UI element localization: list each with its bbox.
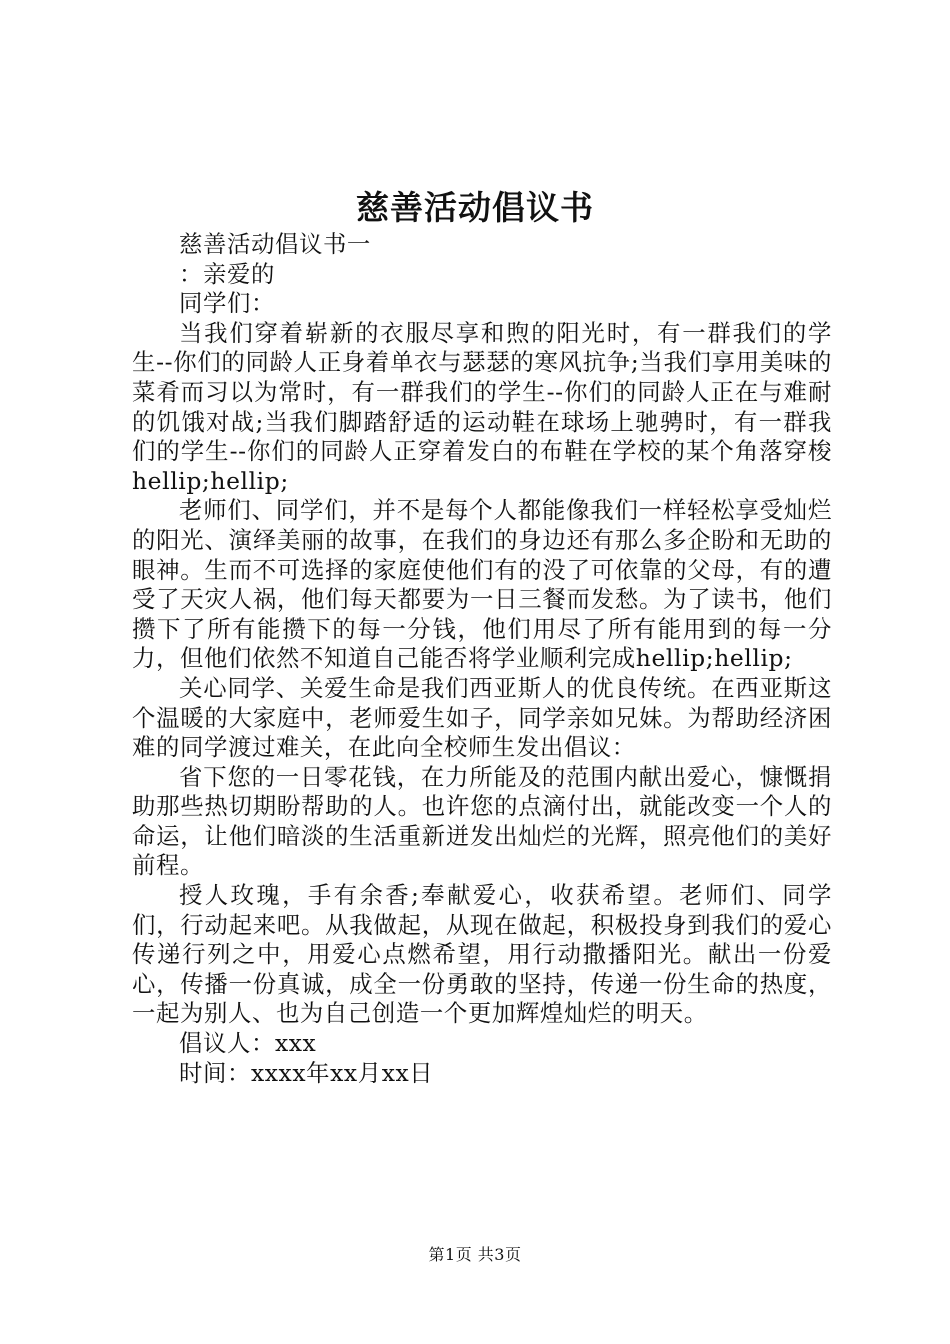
document-subtitle: 慈善活动倡议书一	[179, 230, 371, 258]
paragraph-2: 老师们、同学们，并不是每个人都能像我们一样轻松享受灿烂的阳光、演绎美丽的故事，在我们的身边还有那么多企盼和无助的眼神。生而不可选择的家庭使他们有的没了可依靠的父母，有的遭受了天灾人祸，他们每天都要为一日三餐而发愁。为了读书，他们攒下了所有能攒下的每一分钱，他们用尽了所有能用到的每一分力，但他们依然不知道自己能否将学业顺利完成hellip;hellip;	[132, 496, 832, 673]
salutation-line-1: ：亲爱的	[179, 259, 275, 288]
document-title: 慈善活动倡议书	[356, 188, 594, 227]
signer-line: 倡议人：xxx	[179, 1029, 317, 1058]
paragraph-3: 关心同学、关爱生命是我们西亚斯人的优良传统。在西亚斯这个温暖的大家庭中，老师爱生如子，同学亲如兄妹。为帮助经济困难的同学渡过难关，在此向全校师生发出倡议：	[132, 673, 832, 762]
date-line: 时间：xxxx年xx月xx日	[179, 1058, 434, 1087]
paragraph-4: 省下您的一日零花钱，在力所能及的范围内献出爱心，慷慨捐助那些热切期盼帮助的人。也许您的点滴付出，就能改变一个人的命运，让他们暗淡的生活重新迸发出灿烂的光辉，照亮他们的美好前程。	[132, 762, 832, 880]
page-number-footer: 第1页 共3页	[428, 1245, 522, 1264]
paragraph-5: 授人玫瑰，手有余香;奉献爱心，收获希望。老师们、同学们，行动起来吧。从我做起，从现在做起，积极投身到我们的爱心传递行列之中，用爱心点燃希望，用行动撒播阳光。献出一份爱心，传播一份真诚，成全一份勇敢的坚持，传递一份生命的热度，一起为别人、也为自己创造一个更加辉煌灿烂的明天。	[132, 881, 832, 1028]
salutation-line-2: 同学们：	[179, 289, 275, 318]
document-body	[132, 230, 832, 1088]
paragraph-1: 当我们穿着崭新的衣服尽享和煦的阳光时，有一群我们的学生--你们的同龄人正身着单衣与瑟瑟的寒风抗争;当我们享用美味的菜肴而习以为常时，有一群我们的学生--你们的同龄人正在与难耐的饥饿对战;当我们脚踏舒适的运动鞋在球场上驰骋时，有一群我们的学生--你们的同龄人正穿着发白的布鞋在学校的某个角落穿梭hellip;hellip;	[132, 318, 832, 495]
